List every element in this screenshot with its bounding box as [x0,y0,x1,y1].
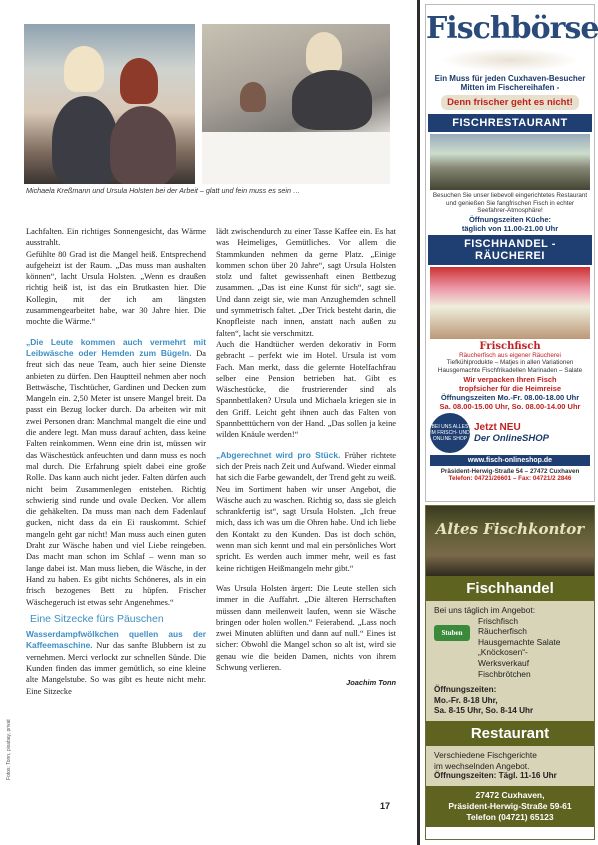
subheading: Eine Sitzecke fürs Päuschen [30,612,164,625]
article-column-1 [26,226,206,697]
lead-in: Wasserdampfwölkchen quellen aus der Kaffeemaschine. [26,629,206,651]
ad-banner-restaurant: FISCHRESTAURANT [428,114,592,132]
ad-footer [426,786,594,827]
person-blonde [64,46,104,92]
photo-ironing [202,24,390,184]
paragraph-text: Da freut sich das neue Team, auch hier seine Dienste anbieten zu dürfen. Den Hauptteil nehmen aber noch Bettwäsche, Tischtücher, Gardinen und Decken zum Mangeln ein. 2,50 Meter ist unsere Mangel breit. Da passt ein Bezug locker durch. Da arbeiten wir mit zwei Personen dran: Manchmal mangelt die eine und die andere legt. Man muss darauf achten, dass keine Falten reinkommen. Wenn eine drin ist, müssen wir das Wäschestück anfeuchten und dann muss es noch mal durch. Die Erfahrung spielt dabei eine große Rolle. Das kann auch nicht jeder. Falten dürfen auch nicht beim Zusammenlegen entstehen. Richtig schwierig sind runde und ovale Decken. Vor allem die gehäkelten. Da muss man nach dem Fadenlauf gucken, nicht dass da ein Ei rauskommt. Schief mangeln geht gar nicht! Man muss auch einen guten Draht zur Wäsche haben und viel Liebe reingeben. Das macht man schon im Schlaf – wenn man so lange dabei ist. Man muss lieben, die Wäsche, in der Hand zu haben. Es gibt nichts Schöneres, als in ein frisch bezogenes Bett zu hüpfen. Frischer Wäschegeruch ist etwas sehr Angenehmes.“ [26,348,207,607]
ad-banner-fischhandel: FISCHHANDEL - RÄUCHEREI [428,235,592,265]
article-column-2 [216,226,396,689]
hours: Sa. 08.00-15.00 Uhr, So. 08.00-14.00 Uhr [439,401,581,411]
ad-text: Wir verpacken Ihren Fisch [463,374,557,384]
author: Joachim Tonn [346,678,396,688]
person-blonde-body [52,96,118,184]
person-background [240,82,266,112]
ad-text: tropfsicher für die Heimreise [458,383,562,393]
stuben-logo: Stuben [434,625,470,641]
footer-line: Telefon (04721) 65123 [466,811,554,822]
hours: Sa. 8-15 Uhr, So. 8-14 Uhr [434,706,534,716]
paragraph: lädt zwischendurch zu einer Tasse Kaffee ein. Es hat was Heimeliges, Gemütliches. Vor allem die Stammkunden nehmen da gerne Platz. „Einige kommen schon über 20 Jahre“, sagt Ursula Holsten stolz und faltet gewissenhaft einen Bettbezug zusammen. „Das ist eine Kunst für sich“, sagt sie. Und dann zeigt sie, wie man Anzughemden schnell und symmetrisch faltet. „Der Trick besteht darin, die Knopfleiste nach innen, anstatt nach außen zu falten“, lacht sie verschmitzt. [216,227,396,338]
ad-text: Hausgemachte Fischfrikadellen Marinaden – Salate [437,366,583,374]
hours: täglich von 11.00-21.00 Uhr [461,223,559,233]
person-ironing-body [292,70,372,130]
ad-fischkontor[interactable] [425,505,595,840]
ad-line: Mitten im Fischereihafen - [460,83,560,92]
lead-in: „Die Leute kommen auch vermehrt mit Leibwäsche oder Hemden zum Bügeln. [26,336,206,358]
restaurant-photo [430,134,590,190]
ad-slogan: Denn frischer geht es nicht! [441,95,579,110]
offer-list [426,601,594,721]
ad-fischboerse[interactable] [425,4,598,502]
person-red-body [110,106,176,184]
paragraph-text: Nur das sanfte Blubbern ist zu vernehmen. Merci verlockt zur schnellen Sünde. Die Kunden finden das immer gemütlich, so eine kleine alte Mangelstube. So was gibt es heute nicht mehr. Eine Sitzecke [26,641,206,696]
band-restaurant: Restaurant [426,721,594,746]
phone: Telefon: 04721/26601 – Fax: 04721/2 2846 [448,475,572,483]
person-ironing-head [306,32,342,74]
photo-caption: Michaela Kreßmann und Ursula Holsten bei der Arbeit – glatt und fein muss es sein … [26,186,301,195]
hours-title: Öffnungszeiten Küche: [468,214,552,224]
hours: Mo.-Fr. 8-18 Uhr, [434,695,498,705]
ad-description: Besuchen Sie unser liebevoll eingerichtetes Restaurant und genießen Sie fangfrischen Fisch in echter Seefahrer-Atmosphäre! [432,192,588,215]
paragraph: Auch die Handtücher werden dekorativ in Form gebracht – perfekt wie im Hotel. Ursula ist vom Fach. Man merkt, dass die gelernte Hotelfachfrau selber eine Pension betrieben hat. Gibt es Wäschestücke, die frustrierender sind als Spannbettlaken? Ursula und Michaela kriegen sie in den Griff. Leicht geht ihnen auch das Falten von Spannbetttüchern von der Hand. „Das sollen ja keine wilden Knäule werden!“ [216,339,396,440]
offer-intro: Bei uns täglich im Angebot: [434,605,536,615]
offer-item: Räucherfisch [478,626,527,637]
ad-text: Räucherfisch aus eigener Räucherei [459,351,561,359]
offer-item: Fischbrötchen [478,668,531,679]
restaurant-info [426,746,594,786]
ad-text: Tiefkühlprodukte – Matjes in allen Variationen [446,359,574,367]
paragraph [26,629,206,697]
lead-in: „Abgerechnet wird pro Stück. [216,449,341,460]
ad-line: Ein Muss für jeden Cuxhaven-Besucher [434,74,586,83]
address: Präsident-Herwig-Straße 54 – 27472 Cuxhaven [440,467,580,475]
ad-text: im wechselnden Angebot. [434,760,530,771]
paragraph [216,450,396,574]
photo-credit: Fotos: Tonn, pixabay, privat [6,719,12,780]
column-divider [417,0,420,845]
mangle-sheet [202,132,390,184]
ad-title: Fischbörse [426,11,598,46]
fish-illustration [440,48,580,72]
paragraph-text: Früher richtete sich der Preis nach Zeit und Aufwand. Wieder einmal hat sich die Farbe gewandelt, der Trend geht zu weiß. Neu im Sortiment haben wir unser Angebot, die Wäsche auch zu waschen. Richtig so, dass sie gleich schrankfertig ist“, sagt Ursula Holsten. „Ich freue mich, dass ich was um die Ohren habe. Und ich liebe den Kontakt zu den Kunden. Das ist doch schön, wenn man sich kennt und mal ein persönliches Wort spricht. Es werden auch immer mehr, weil es fast keine richtigen Heißmangeln mehr gibt.“ [216,450,397,573]
band-fischhandel: Fischhandel [426,576,594,601]
kontor-sign: Altes Fischkontor [426,506,594,576]
frischfisch-heading: Frischfisch [479,340,541,352]
paragraph: Gefühlte 80 Grad ist die Mangel heiß. Entsprechend aufgeheizt ist der Raum. „Das muss man aushalten können“, lacht Ursula Holsten. „Wenn es draußen richtig heiß ist, ist das ein Brutkasten hier. Die Kollegin, mit der ich am längsten zusammengearbeitet habe, war 30 Jahre hier. Die mochte die Wärme.“ [26,249,206,327]
shop-url[interactable]: www.fisch-onlineshop.de [430,455,590,466]
footer-line: 27472 Cuxhaven, [475,789,545,800]
page-number: 17 [380,801,391,811]
footer-line: Präsident-Herwig-Straße 59-61 [448,800,572,811]
offer-item: „Knöckosen“- [478,647,528,658]
offer-item: Werksverkauf [478,657,530,668]
paragraph: Lachfalten. Ein richtiges Sonnengesicht, das Wärme ausstrahlt. [26,227,206,248]
offer-item: Frischfisch [478,615,519,626]
hours: Öffnungszeiten Mo.-Fr. 08.00-18.00 Uhr [440,392,580,402]
shop-badge-icon: BEI UNS ALLES IM FRISCH- UND ONLINE SHOP [430,413,470,453]
hours: Öffnungszeiten: Tägl. 11-16 Uhr [434,771,557,781]
photo-two-women [24,24,195,184]
offer-item: Hausgemachte Salate [478,636,561,647]
online-shop-block [430,413,590,453]
person-red-hair [120,58,158,104]
shop-label: Der OnlineSHOP [474,432,549,444]
paragraph [26,337,206,608]
paragraph: Was Ursula Holsten ärgert: Die Leute stellen sich immer in die Auffahrt. „Die älteren Herrschaften müssen dann meilenweit laufen, wenn sie Wäsche bringen oder holen wollen.“ Feierabend. „Lass noch zwei Minuten ablüften und dann auf null.“ Eines ist sicher: Obwohl die Mangel schon so alt ist, wird sie genau wie die beiden Damen, nichts von ihrem Schwung verlieren. [216,583,396,672]
fish-counter-photo [430,267,590,339]
ad-text: Verschiedene Fischgerichte [434,749,537,760]
new-label: Jetzt NEU [474,421,521,433]
hours-title: Öffnungszeiten: [434,685,497,695]
